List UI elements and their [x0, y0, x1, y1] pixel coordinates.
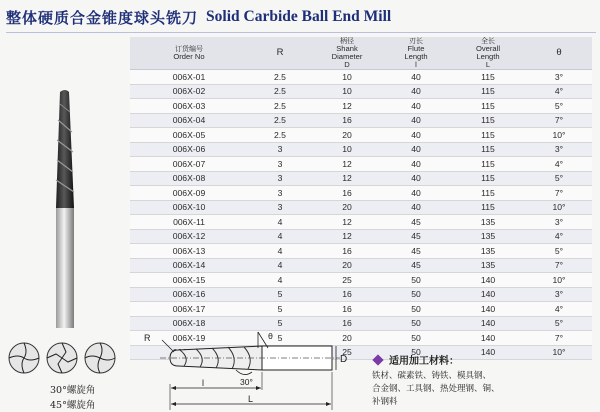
page-title — [6, 4, 391, 30]
table-row: 006X-06 3 10 40 115 3° — [130, 142, 592, 157]
table-row: 006X-08 3 12 40 115 5° — [130, 171, 592, 186]
title-underline — [6, 32, 596, 33]
table-row: 006X-09 3 16 40 115 7° — [130, 186, 592, 201]
label-flute-length: l — [202, 378, 204, 388]
label-r: R — [144, 333, 151, 343]
flute-cross-sections — [6, 338, 118, 378]
applicable-materials — [372, 352, 594, 409]
end-mill-illustration — [44, 90, 84, 330]
table-row: 006X-05 2.5 20 40 115 10° — [130, 128, 592, 143]
table-row: 006X-01 2.5 10 40 115 3° — [130, 70, 592, 85]
table-row: 006X-12 4 12 45 135 4° — [130, 229, 592, 244]
col-shank-diameter: 柄径 Shank Diameter D — [312, 37, 382, 70]
tool-shank — [56, 208, 74, 328]
col-order-no: 订货编号 Order No — [130, 37, 248, 70]
table-row: 25 50 140 10° — [130, 345, 592, 360]
materials-heading: 适用加工材料： — [389, 356, 459, 367]
label-overall-length: L — [248, 394, 254, 404]
col-overall-length: 全长 Overall Length L — [450, 37, 526, 70]
specification-table — [130, 37, 592, 360]
table-row: 006X-03 2.5 12 40 115 5° — [130, 99, 592, 114]
caption-45-helix: 45°螺旋角 — [50, 400, 96, 411]
table-row: 006X-17 5 16 50 140 4° — [130, 302, 592, 317]
cross-section-3 — [85, 343, 115, 373]
label-theta: θ — [268, 332, 273, 341]
title-english: Solid Carbide Ball End Mill — [206, 8, 392, 25]
table-row: 006X-16 5 16 50 140 3° — [130, 287, 592, 302]
table-row: 006X-04 2.5 16 40 115 7° — [130, 113, 592, 128]
table-row: 006X-19 5 20 50 140 7° — [130, 331, 592, 346]
technical-drawing — [140, 326, 362, 412]
col-radius: R — [248, 37, 312, 70]
table-row: 006X-15 4 25 50 140 10° — [130, 273, 592, 288]
diamond-bullet-icon — [372, 354, 383, 365]
table-row: 006X-14 4 20 45 135 7° — [130, 258, 592, 273]
table-row: 006X-11 4 12 45 135 3° — [130, 215, 592, 230]
cross-section-2 — [47, 343, 77, 373]
label-helix-angle: 30° — [240, 377, 253, 387]
table-row: 006X-02 2.5 10 40 115 4° — [130, 84, 592, 99]
caption-30-helix: 30°螺旋角 — [50, 385, 96, 396]
materials-line-2: 合金钢、工具钢、热处理钢、铜、 — [372, 384, 500, 394]
materials-line-1: 铁材、碳素铁、铸铁、模具钢、 — [372, 371, 492, 381]
table-row: 006X-18 5 16 50 140 5° — [130, 316, 592, 331]
table-row: 006X-13 4 16 45 135 5° — [130, 244, 592, 259]
col-flute-length: 刃长 Flute Length l — [382, 37, 450, 70]
title-chinese: 整体硬质合金锥度球头铣刀 — [6, 8, 199, 27]
table-header-row — [130, 37, 592, 70]
cross-section-1 — [9, 343, 39, 373]
table-row: 006X-07 3 12 40 115 4° — [130, 157, 592, 172]
col-angle: θ — [526, 37, 592, 70]
table-row: 006X-10 3 20 40 115 10° — [130, 200, 592, 215]
label-d: D — [340, 354, 348, 365]
materials-line-3: 补钢料 — [372, 397, 398, 407]
